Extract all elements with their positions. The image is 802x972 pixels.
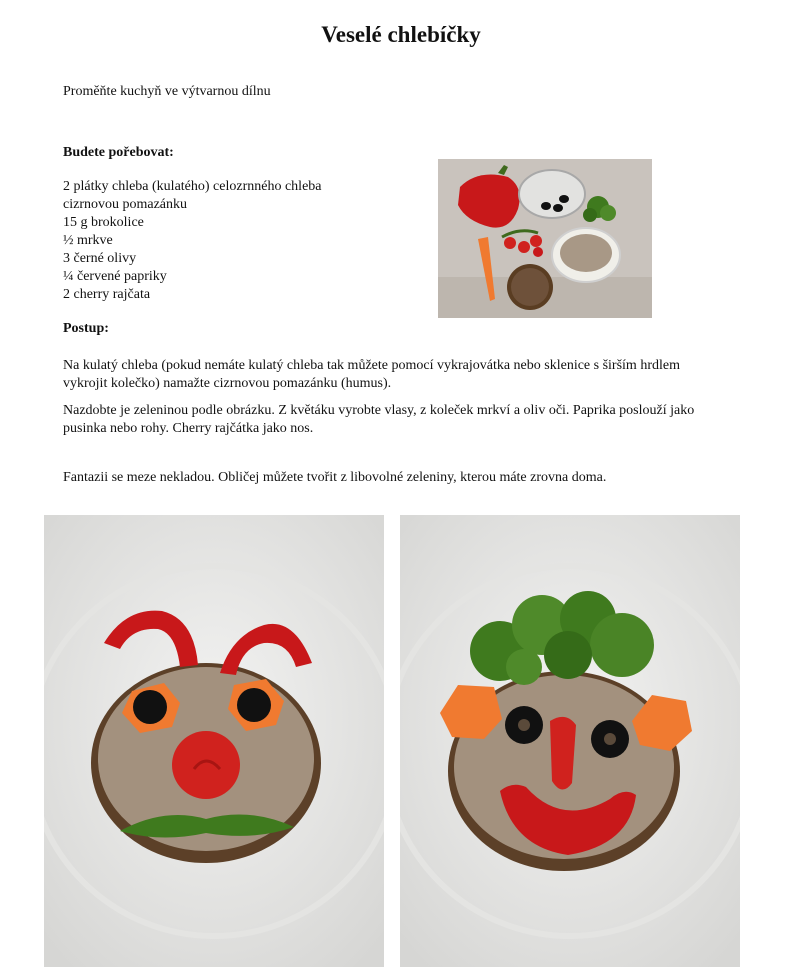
face-photo-horns (44, 515, 384, 967)
steps-heading: Postup: (63, 321, 109, 336)
ingredient-item: ½ mrkve (63, 233, 113, 248)
page-title: Veselé chlebíčky (321, 22, 481, 47)
page-subtitle: Proměňte kuchyň ve výtvarnou dílnu (63, 84, 271, 99)
step-paragraph: Nazdobte je zeleninou podle obrázku. Z květáku vyrobte vlasy, z koleček mrkví a oliv oči. Paprika poslouží jako pusinka nebo rohy. Cherry rajčátka jako nos. (63, 403, 695, 436)
ingredient-item: ¼ červené papriky (63, 269, 167, 284)
step-paragraph: Fantazii se meze nekladou. Obličej můžete tvořit z libovolné zeleniny, kterou máte zrovna doma. (63, 470, 607, 485)
ingredients-heading: Budete pořebovat: (63, 145, 174, 160)
step-paragraph: Na kulatý chleba (pokud nemáte kulatý chleba tak můžete pomocí vykrajovátka nebo sklenice s širším hrdlem vykrojit kolečko) namažte cizrnovou pomazánku (humus). (63, 358, 680, 391)
ingredient-item: 15 g brokolice (63, 215, 144, 230)
ingredients-list (63, 178, 322, 304)
face-photo-broccoli-hair (400, 515, 740, 967)
ingredient-item: 2 plátky chleba (kulatého) celozrnného chleba (63, 179, 322, 194)
ingredient-item: 2 cherry rajčata (63, 287, 151, 302)
ingredient-item: cizrnovou pomazánku (63, 197, 188, 212)
ingredient-item: 3 černé olivy (63, 251, 137, 266)
ingredients-photo (438, 159, 652, 318)
